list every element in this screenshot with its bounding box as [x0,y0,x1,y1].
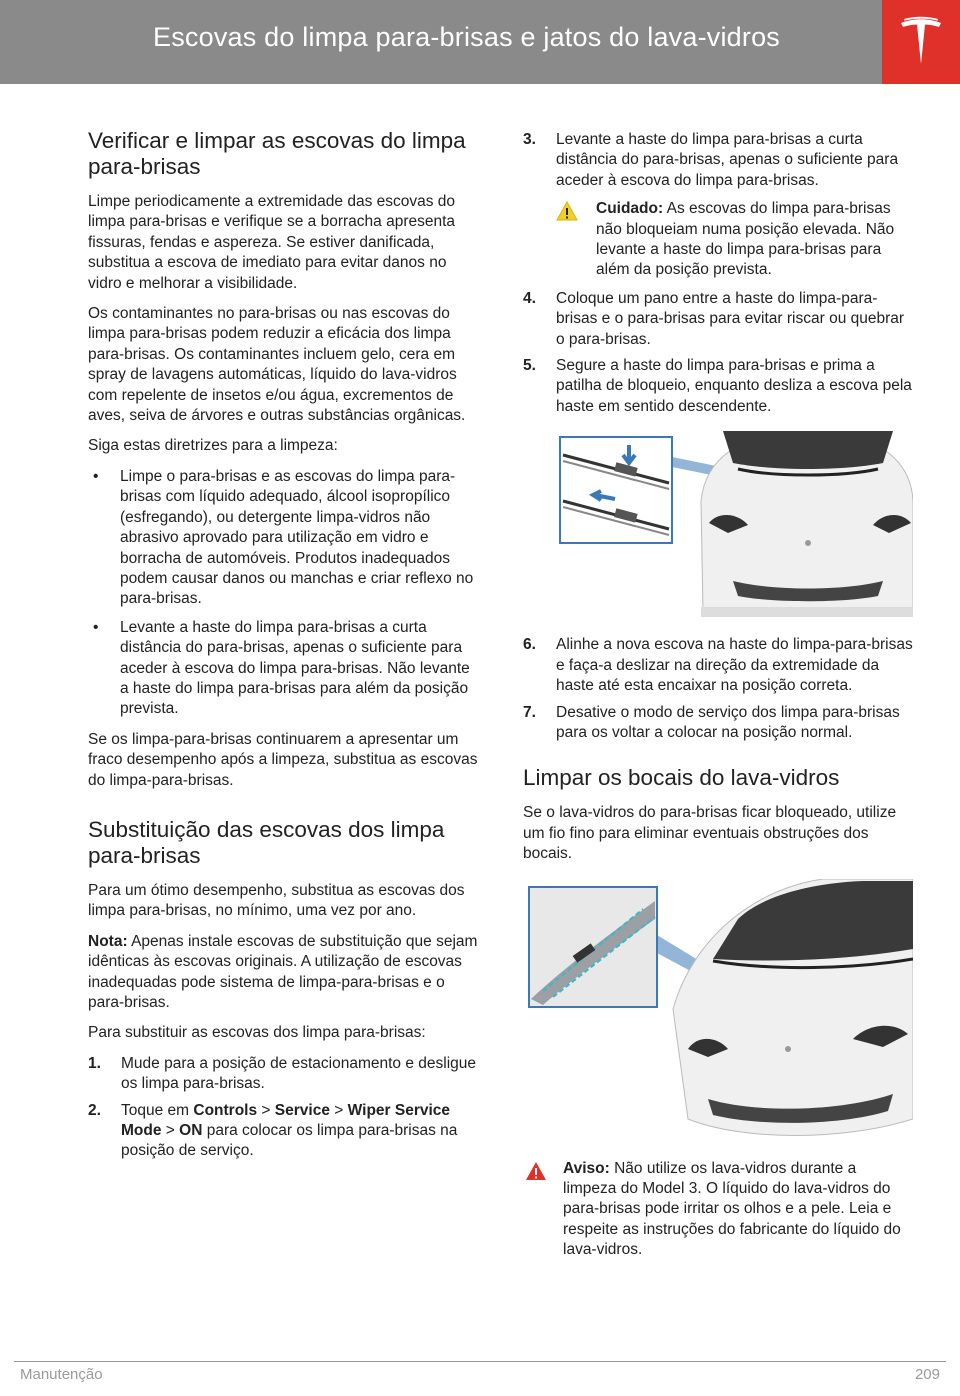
right-column [523,130,913,1269]
step-item [523,635,913,696]
step-item [88,1101,478,1162]
paragraph: Os contaminantes no para-brisas ou nas escovas do limpa para-brisas podem reduzir a eficácia dos limpa para-brisas. Os contaminantes incluem gelo, cera em spray de lavagens automáticas, líquido do lava-vidros com repelente de insetos e/ou água, excrementos de aves, seiva de árvores e outras substâncias orgânicas. [88,305,466,425]
section-heading-washer-nozzles: Limpar os bocais do lava-vidros [523,765,840,791]
list-item: • Levante a haste do limpa para-brisas a curta distância do para-brisas, apenas o suficiente para aceder à escova do limpa para-brisas. Não levante a haste do limpa para-brisas para além da posição prevista. [88,618,478,720]
page-title: Escovas do limpa para-brisas e jatos do lava-vidros [153,22,780,52]
warning-icon [525,1161,547,1181]
list-item: • Limpe o para-brisas e as escovas do limpa para-brisas com líquido adequado, álcool isopropílico (esfregando), ou detergente limpa-vidros não abrasivo aprovado para utilização em vidro e borracha de automóveis. Produtos inadequados podem causar danos ou manchas e criar reflexo no para-brisas. [88,467,478,610]
step-text: Coloque um pano entre a haste do limpa-para-brisas e o para-brisas para evitar riscar ou quebrar o para-brisas. [556,289,905,348]
step-number: 5. [523,357,536,375]
tesla-logo-icon [899,16,943,68]
note-text: Apenas instale escovas de substituição que sejam idênticas às escovas originais. A utilização de escovas inadequadas pode sistema de limpa-para-brisas e o para-brisas. [88,932,478,1011]
replacement-steps-list-final [523,635,913,743]
menu-path-controls: Controls [193,1101,258,1119]
step-number: 2. [88,1101,101,1119]
separator: > [165,1122,175,1140]
footer-divider [14,1361,946,1362]
caution-callout [523,199,913,281]
paragraph: Limpe periodicamente a extremidade das escovas do limpa para-brisas e verifique se a borracha apresenta fissuras, fendas e aspereza. Se estiver danificada, substitua a escova de imediato para evitar danos no vidro e melhorar a visibilidade. [88,193,456,292]
cleaning-guidelines-list [88,467,478,720]
note [88,932,478,1014]
menu-path-on: ON [179,1122,203,1140]
step-text: Mude para a posição de estacionamento e desligue os limpa para-brisas. [121,1054,477,1093]
brand-logo-box [882,0,960,84]
note-label: Nota: [88,932,128,950]
step-text: Alinhe a nova escova na haste do limpa-para-brisas e faça-a deslizar na direção da extremidade da haste até esta encaixar na posição correta. [556,636,913,695]
step-number: 1. [88,1054,101,1072]
left-column [88,128,478,1168]
replacement-steps-list-continued [523,130,913,417]
step-text: para colocar os limpa para-brisas na posição de serviço. [121,1122,458,1160]
step-text: Desative o modo de serviço dos limpa para-brisas para os voltar a colocar na posição normal. [556,703,900,741]
replacement-steps-list [88,1054,478,1162]
step-text: Toque em [121,1101,190,1119]
menu-path-service: Service [274,1101,330,1119]
separator: > [334,1101,344,1119]
page-number: 209 [914,1366,940,1383]
paragraph: Se o lava-vidros do para-brisas ficar bloqueado, utilize um fio fino para eliminar eventuais obstruções dos bocais. [523,804,897,863]
step-text: Segure a haste do limpa para-brisas e prima a patilha de bloqueio, enquanto desliza a escova pela haste em sentido descendente. [556,357,912,415]
warning-text: Não utilize os lava-vidros durante a limpeza do Model 3. O líquido do lava-vidros do para-brisas pode irritar os olhos e a pele. Leia e respeite as instruções do fabricante do líquido do lava-vidros. [563,1159,901,1259]
caution-text: As escovas do limpa para-brisas não bloqueiam numa posição elevada. Não levante a haste do limpa para-brisas para além da posição prevista. [596,200,895,279]
section-heading-replace-wipers: Substituição das escovas dos limpa para-brisas [88,816,445,868]
washer-nozzle-illustration [523,879,913,1143]
step-item [523,703,913,744]
menu-path-wiper-service-mode: Wiper Service Mode [121,1101,451,1140]
paragraph: Siga estas diretrizes para a limpeza: [88,437,338,455]
step-number: 4. [523,289,536,307]
step-item [523,130,913,281]
warning-callout [523,1159,913,1261]
step-number: 7. [523,703,536,721]
paragraph: Para substituir as escovas dos limpa para-brisas: [88,1024,426,1042]
warning-label: Aviso: [563,1159,610,1177]
paragraph: Se os limpa-para-brisas continuarem a apresentar um fraco desempenho após a limpeza, substitua as escovas do limpa-para-brisas. [88,730,478,789]
page-header [0,0,882,84]
caution-icon [556,201,578,221]
step-item [523,356,913,417]
footer-section-name: Manutenção [20,1366,103,1383]
step-text: Levante a haste do limpa para-brisas a curta distância do para-brisas, apenas o suficiente para aceder à escova do limpa para-brisas. [556,131,899,189]
paragraph: Para um ótimo desempenho, substitua as escovas dos limpa para-brisas, no mínimo, uma vez por ano. [88,881,465,920]
section-heading-check-wipers: Verificar e limpar as escovas do limpa para-brisas [88,128,466,179]
step-number: 6. [523,636,536,654]
step-item [88,1054,478,1095]
caution-label: Cuidado: [596,200,664,218]
step-number: 3. [523,131,536,148]
wiper-removal-illustration [523,431,913,619]
step-item [523,289,913,350]
separator: > [261,1101,271,1119]
